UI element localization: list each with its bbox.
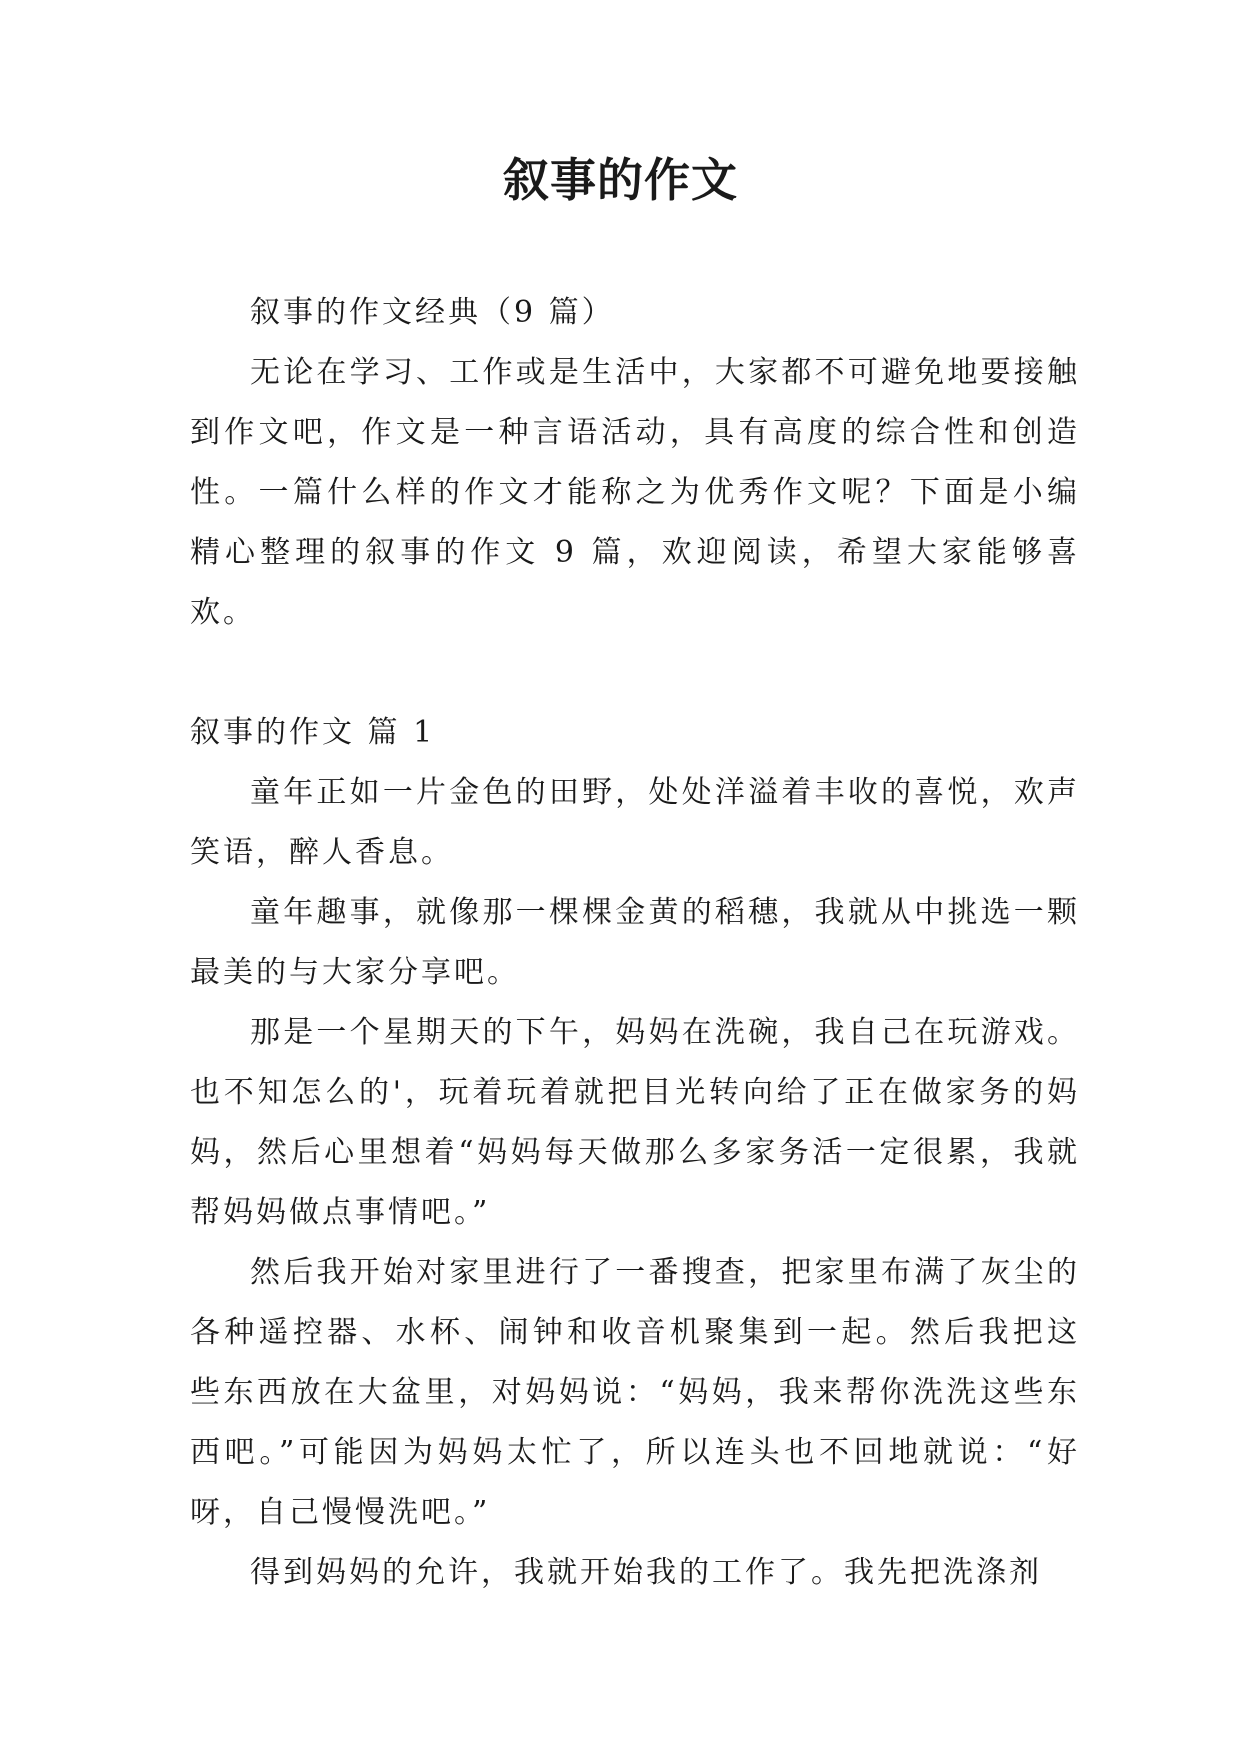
document-subtitle: 叙事的作文经典（9 篇） bbox=[250, 295, 615, 330]
paragraph: 然后我开始对家里进行了一番搜查，把家里布满了灰尘的各种遥控器、水杯、闹钟和收音机聚集到一起。然后我把这些东西放在大盆里，对妈妈说：“妈妈，我来帮你洗洗这些东西吧。”可能因为妈妈太忙了，所以连头也不回地就说：“好呀，自己慢慢洗吧。” bbox=[190, 1255, 1080, 1530]
document-body bbox=[190, 283, 1080, 1603]
section-heading: 叙事的作文 篇 1 bbox=[190, 715, 436, 750]
paragraph: 那是一个星期天的下午，妈妈在洗碗，我自己在玩游戏。也不知怎么的'，玩着玩着就把目光转向给了正在做家务的妈妈，然后心里想着“妈妈每天做那么多家务活一定很累，我就帮妈妈做点事情吧。” bbox=[190, 1015, 1080, 1230]
paragraph: 得到妈妈的允许，我就开始我的工作了。我先把洗涤剂 bbox=[250, 1555, 1042, 1590]
intro-paragraph: 无论在学习、工作或是生活中，大家都不可避免地要接触到作文吧，作文是一种言语活动，具有高度的综合性和创造性。一篇什么样的作文才能称之为优秀作文呢？下面是小编精心整理的叙事的作文 9 篇，欢迎阅读，希望大家能够喜欢。 bbox=[190, 355, 1080, 630]
paragraph: 童年正如一片金色的田野，处处洋溢着丰收的喜悦，欢声笑语，醉人香息。 bbox=[190, 775, 1080, 870]
paragraph: 童年趣事，就像那一棵棵金黄的稻穗，我就从中挑选一颗最美的与大家分享吧。 bbox=[190, 895, 1080, 990]
document-title: 叙事的作文 bbox=[503, 153, 738, 207]
